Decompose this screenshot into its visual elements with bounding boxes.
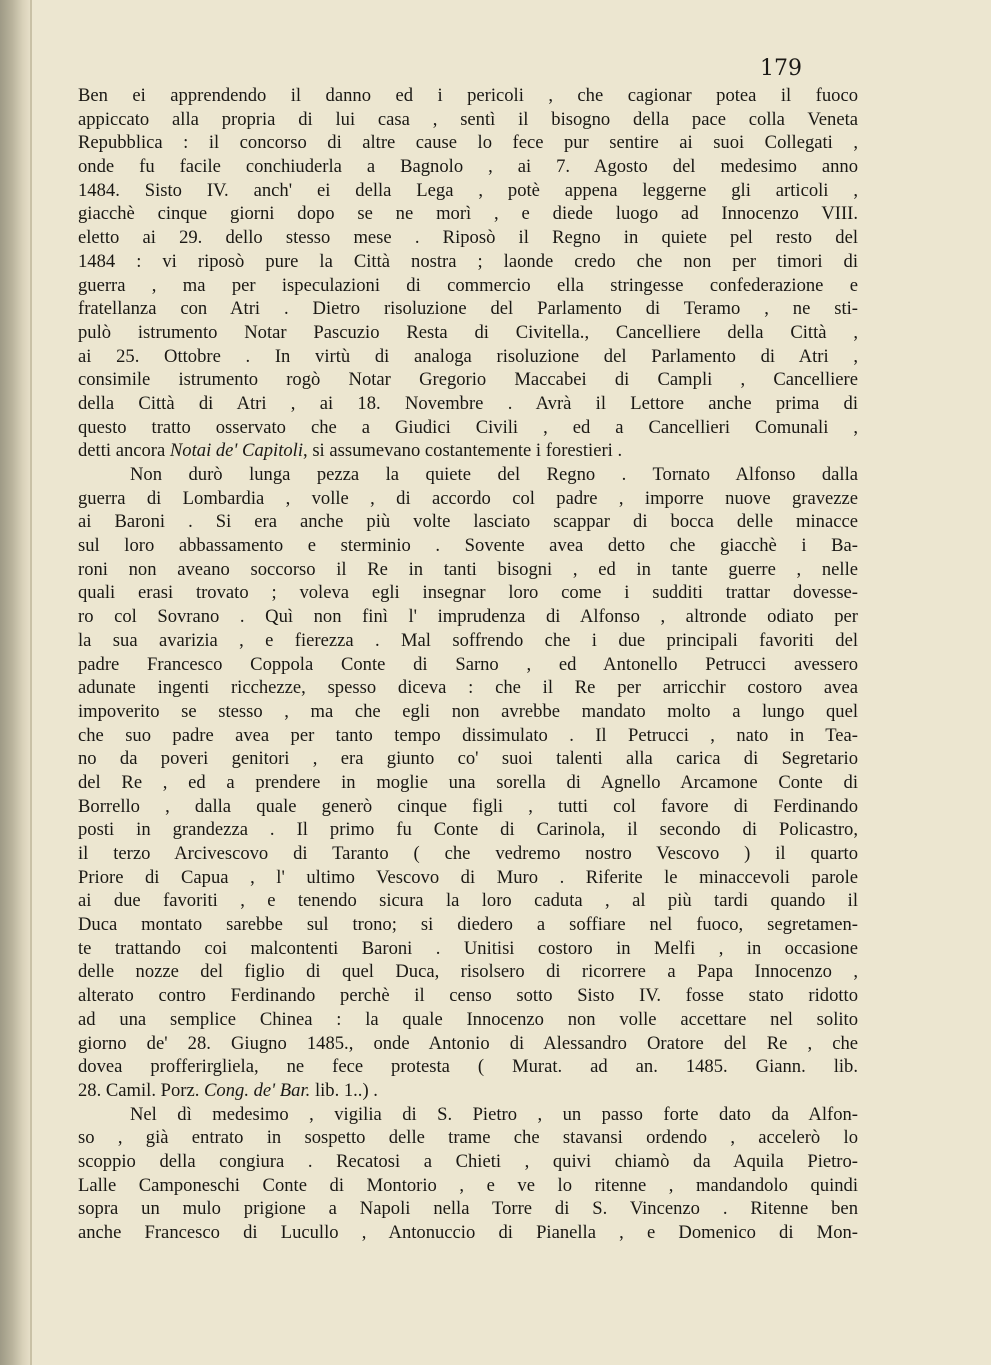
- text-line: giorno de' 28. Giugno 1485., onde Antonio di Alessandro Oratore del Re , che: [78, 1032, 858, 1054]
- text-line-with-italic: [78, 439, 858, 463]
- body-text: [78, 84, 858, 1245]
- text-line: della Città di Atri , ai 18. Novembre . Avrà il Lettore anche prima di: [78, 392, 858, 414]
- text-line: ad una semplice Chinea : la quale Innocenzo non volle accettare nel solito: [78, 1008, 858, 1030]
- text-line: onde fu facile conchiuderla a Bagnolo , ai 7. Agosto del medesimo anno: [78, 156, 858, 178]
- text-line: Ben ei apprendendo il danno ed i pericoli , che cagionar potea il fuoco: [78, 85, 858, 106]
- text-line: te trattando coi malcontenti Baroni . Unitisi costoro in Melfi , in occasione: [78, 937, 858, 959]
- text-line: pulò istrumento Notar Pascuzio Resta di Civitella., Cancelliere della Città ,: [78, 321, 858, 343]
- page-edge: [30, 0, 32, 1365]
- text-line: adunate ingenti ricchezze, spesso diceva : che il Re per arricchir costoro avea: [78, 677, 858, 699]
- text-line: alterato contro Ferdinando perchè il censo sotto Sisto IV. fosse stato ridotto: [78, 985, 858, 1007]
- text-line: appiccato alla propria di lui casa , sentì il bisogno della pace colla Veneta: [78, 108, 858, 130]
- text-line: anche Francesco di Lucullo , Antonuccio di Pianella , e Domenico di Mon-: [78, 1222, 858, 1243]
- text-line: quali erasi trovato ; voleva egli insegnar loro come i sudditi trattar dovesse-: [78, 582, 858, 604]
- text-line: padre Francesco Coppola Conte di Sarno , ed Antonello Petrucci avessero: [78, 653, 858, 675]
- text-line: posti in grandezza . Il primo fu Conte di Carinola, il secondo di Policastro,: [78, 819, 858, 841]
- text-line: il terzo Arcivescovo di Taranto ( che vedremo nostro Vescovo ) il quarto: [78, 843, 858, 864]
- text-line: so , già entrato in sospetto delle trame che stavansi ordendo , accelerò lo: [78, 1127, 858, 1149]
- text-line: che suo padre avea per tanto tempo dissimulato . Il Petrucci , nato in Tea-: [78, 724, 858, 746]
- text-line: roni non aveano soccorso il Re in tanti bisogni , ed in tante guerre , nelle: [78, 558, 858, 580]
- italic-term: Notai de' Capitoli: [169, 440, 304, 462]
- text-line-with-italic: [78, 1079, 858, 1103]
- text-line: delle nozze del figlio di quel Duca, risolsero di ricorrere a Papa Innocenzo ,: [78, 961, 858, 983]
- text-line: ai Baroni . Si era anche più volte lasciato scappar di bocca delle minacce: [78, 511, 858, 533]
- text-line: scoppio della congiura . Recatosi a Chieti , quivi chiamò da Aquila Pietro-: [78, 1150, 858, 1172]
- page-number: 179: [760, 56, 802, 81]
- text-line: questo tratto osservato che a Giudici Civili , ed a Cancellieri Comunali ,: [78, 416, 858, 438]
- text-line: ai 25. Ottobre . In virtù di analoga risoluzione del Parlamento di Atri ,: [78, 345, 858, 367]
- italic-citation: Cong. de' Bar.: [204, 1079, 311, 1101]
- text-segment: lib. 1..) .: [314, 1079, 378, 1101]
- text-line: Priore di Capua , l' ultimo Vescovo di Muro . Riferite le minaccevoli parole: [78, 866, 858, 888]
- text-line: la sua avarizia , e fierezza . Mal soffrendo che i due principali favoriti del: [78, 629, 858, 651]
- text-line: giacchè cinque giorni dopo se ne morì , e diede luogo ad Innocenzo VIII.: [78, 203, 858, 225]
- text-line: guerra , ma per ispeculazioni di commercio ella stringesse confederazione e: [78, 274, 858, 296]
- text-line: eletto ai 29. dello stesso mese . Riposò il Regno in quiete pel resto del: [78, 227, 858, 249]
- text-line: Duca montato sarebbe sul trono; si diedero a soffiare nel fuoco, segretamen-: [78, 914, 858, 936]
- text-line: fratellanza con Atri . Dietro risoluzione del Parlamento di Teramo , ne sti-: [78, 298, 858, 320]
- text-line: impoverito se stesso , ma che egli non avrebbe mandato molto a lungo quel: [78, 700, 858, 722]
- text-segment: detti ancora: [78, 440, 166, 462]
- text-segment: 28. Camil. Porz.: [78, 1079, 200, 1101]
- text-line: del Re , ed a prendere in moglie una sorella di Agnello Arcamone Conte di: [78, 771, 858, 793]
- text-line: ro col Sovrano . Quì non finì l' imprudenza di Alfonso , altronde odiato per: [78, 606, 858, 628]
- text-line: sul loro abbassamento e sterminio . Sovente avea detto che giacchè i Ba-: [78, 535, 858, 557]
- text-segment: , si assumevano costantemente i forestieri .: [303, 440, 623, 462]
- text-line: no da poveri genitori , era giunto co' suoi talenti alla carica di Segretario: [78, 748, 858, 770]
- text-line: sopra un mulo prigione a Napoli nella Torre di S. Vincenzo . Ritenne ben: [78, 1198, 858, 1220]
- paragraph-start: Non durò lunga pezza la quiete del Regno . Tornato Alfonso dalla: [130, 464, 858, 485]
- text-line: ai due favoriti , e tenendo sicura la loro caduta , al più tardi quando il: [78, 890, 858, 912]
- page-gutter-shadow: [0, 0, 30, 1365]
- text-line: 1484. Sisto IV. anch' ei della Lega , potè appena leggerne gli articoli ,: [78, 179, 858, 201]
- text-line: guerra di Lombardia , volle , di accordo col padre , imporre nuove gravezze: [78, 487, 858, 509]
- text-line: Lalle Camponeschi Conte di Montorio , e ve lo ritenne , mandandolo quindi: [78, 1174, 858, 1196]
- text-line: dovea profferirgliela, ne fece protesta ( Murat. ad an. 1485. Giann. lib.: [78, 1056, 858, 1078]
- paragraph-start: Nel dì medesimo , vigilia di S. Pietro , un passo forte dato da Alfon-: [130, 1103, 858, 1125]
- text-line: Repubblica : il concorso di altre cause lo fece pur sentire ai suoi Collegati ,: [78, 132, 858, 154]
- text-line: consimile istrumento rogò Notar Gregorio Maccabei di Campli , Cancelliere: [78, 369, 858, 391]
- text-line: 1484 : vi riposò pure la Città nostra ; laonde credo che non per timori di: [78, 250, 858, 272]
- text-line: Borrello , dalla quale generò cinque figli , tutti col favore di Ferdinando: [78, 795, 858, 817]
